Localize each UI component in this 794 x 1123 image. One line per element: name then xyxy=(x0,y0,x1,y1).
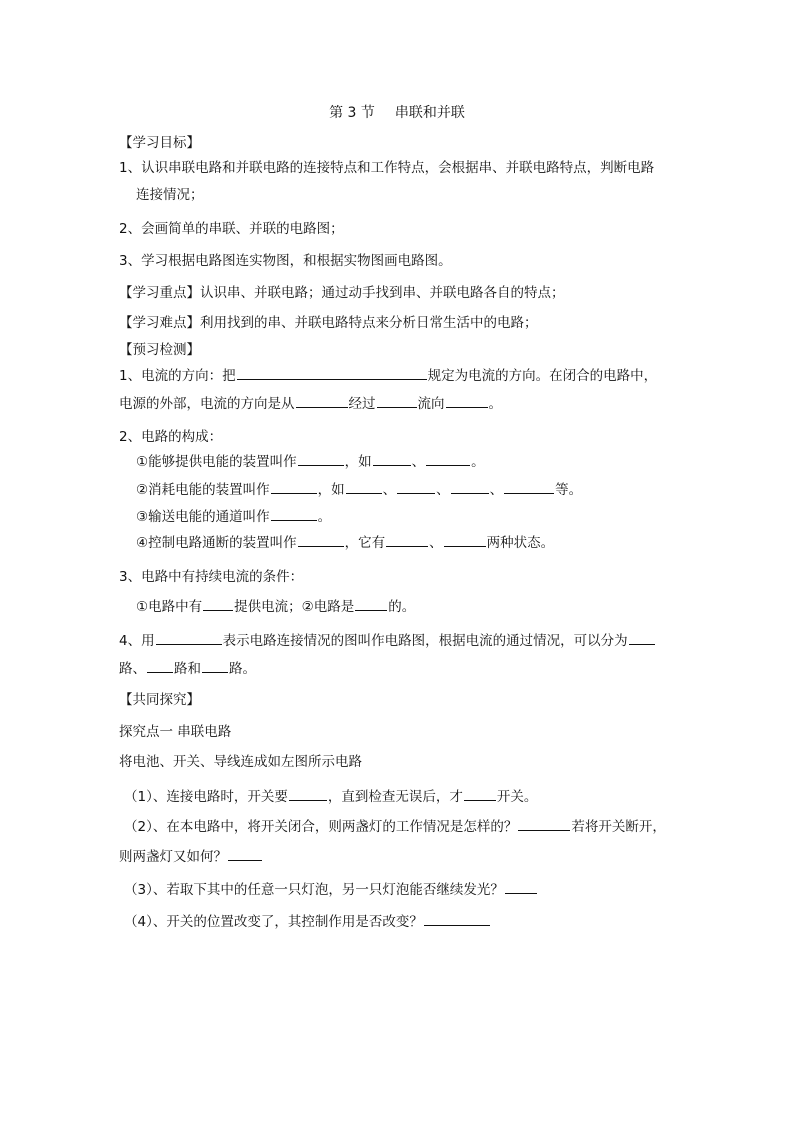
answer-blank[interactable] xyxy=(464,786,496,801)
answer-blank[interactable] xyxy=(426,451,470,466)
answer-blank[interactable] xyxy=(424,911,490,926)
explore-point1: 探究点一 串联电路 xyxy=(119,724,232,740)
answer-blank[interactable] xyxy=(237,365,427,380)
answer-blank[interactable] xyxy=(397,479,435,494)
learning-goal-3: 3、学习根据电路图连实物图，和根据实物图画电路图。 xyxy=(119,253,452,269)
answer-blank[interactable] xyxy=(386,532,428,547)
page-title xyxy=(0,103,794,123)
learning-goal-1-cont: 连接情况； xyxy=(136,187,204,203)
answer-blank[interactable] xyxy=(451,479,489,494)
preview-q2-item3: ③输送电能的通道叫作 。 xyxy=(136,506,331,527)
difficulty-points: 【学习难点】利用找到的串、并联电路特点来分析日常生活中的电路； xyxy=(119,315,538,331)
answer-blank[interactable] xyxy=(203,596,233,611)
learning-goal-1: 1、认识串联电路和并联电路的连接特点和工作特点，会根据串、并联电路特点，判断电路 xyxy=(119,160,655,176)
answer-blank[interactable] xyxy=(289,786,327,801)
answer-blank[interactable] xyxy=(156,630,222,645)
answer-blank[interactable] xyxy=(505,879,537,894)
explore-q2-line1: （2）、在本电路中，将开关闭合，则两盏灯的工作情况是怎样的？ 若将开关断开， xyxy=(124,816,666,837)
answer-blank[interactable] xyxy=(377,393,417,408)
answer-blank[interactable] xyxy=(298,451,344,466)
answer-blank[interactable] xyxy=(147,658,173,673)
preview-q2-item1: ①能够提供电能的装置叫作 ，如 、 。 xyxy=(136,451,485,472)
answer-blank[interactable] xyxy=(228,846,262,861)
section-number: 第 3 节 xyxy=(329,105,375,121)
explore-intro: 将电池、开关、导线连成如左图所示电路 xyxy=(119,754,362,770)
preview-q4-line2: 路、 路和 路。 xyxy=(119,658,256,679)
preview-heading: 【预习检测】 xyxy=(119,342,200,358)
preview-q2-item2: ②消耗电能的装置叫作 ，如 、 、 、 等。 xyxy=(136,479,582,500)
key-points: 【学习重点】认识串、并联电路；通过动手找到串、并联电路各自的特点； xyxy=(119,285,565,301)
answer-blank[interactable] xyxy=(296,393,348,408)
preview-q1-line2: 电源的外部，电流的方向是从 经过 流向 。 xyxy=(119,393,502,414)
learning-goal-2: 2、会画简单的串联、并联的电路图； xyxy=(119,221,344,237)
answer-blank[interactable] xyxy=(298,532,344,547)
preview-q4-line1: 4、用 表示电路连接情况的图叫作电路图，根据电流的通过情况，可以分为 xyxy=(119,630,656,651)
section-name: 串联和并联 xyxy=(394,105,465,121)
answer-blank[interactable] xyxy=(346,479,382,494)
answer-blank[interactable] xyxy=(271,506,317,521)
explore-q4: （4）、开关的位置改变了，其控制作用是否改变？ xyxy=(124,911,491,932)
learning-goals-heading: 【学习目标】 xyxy=(119,135,200,151)
answer-blank[interactable] xyxy=(518,816,570,831)
answer-blank[interactable] xyxy=(373,451,411,466)
preview-q3-heading: 3、电路中有持续电流的条件： xyxy=(119,569,304,585)
preview-q2-heading: 2、电路的构成： xyxy=(119,429,223,445)
answer-blank[interactable] xyxy=(446,393,488,408)
answer-blank[interactable] xyxy=(629,630,655,645)
answer-blank[interactable] xyxy=(271,479,317,494)
preview-q2-item4: ④控制电路通断的装置叫作 ，它有 、 两种状态。 xyxy=(136,532,554,553)
answer-blank[interactable] xyxy=(444,532,486,547)
answer-blank[interactable] xyxy=(202,658,228,673)
explore-q3: （3）、若取下其中的任意一只灯泡，另一只灯泡能否继续发光？ xyxy=(124,879,538,900)
preview-q3-line: ①电路中有 提供电流；②电路是 的。 xyxy=(136,596,415,617)
answer-blank[interactable] xyxy=(504,479,554,494)
explore-q2-line2: 则两盏灯又如何？ xyxy=(119,846,263,867)
preview-q1-line1: 1、电流的方向：把 规定为电流的方向。在闭合的电路中， xyxy=(119,365,657,386)
explore-heading: 【共同探究】 xyxy=(119,692,200,708)
explore-q1: （1）、连接电路时，开关要 ，直到检查无误后，才 开关。 xyxy=(124,786,537,807)
answer-blank[interactable] xyxy=(355,596,387,611)
